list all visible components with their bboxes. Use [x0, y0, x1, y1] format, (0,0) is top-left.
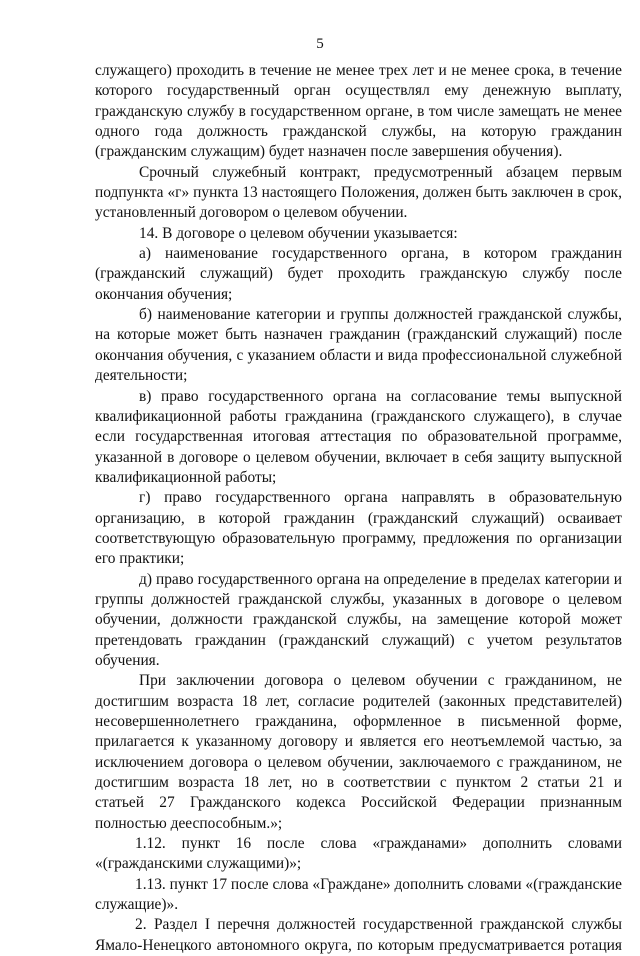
text-line: «(гражданскими служащими)»;	[95, 855, 302, 873]
text-line: достигшим возраста 18 лет, согласие родителей (законных представителей)	[95, 692, 622, 710]
text-line: (гражданский служащий) будет проходить гражданскую службу после	[95, 265, 622, 283]
text-line: окончания обучения, с указанием области и вида профессиональной служебной	[95, 346, 622, 364]
text-line: полностью дееспособным.»;	[95, 814, 283, 832]
text-line: квалификационной работы гражданина (гражданского служащего), в случае	[95, 407, 622, 425]
text-line: подпункта «г» пункта 13 настоящего Положения, должен быть заключен в срок,	[95, 184, 622, 202]
list-item-a: а) наименование государственного органа, в котором гражданин	[139, 245, 622, 263]
list-item-d: д) право государственного органа на определение в пределах категории и	[139, 570, 622, 588]
amendment-item-1-12: 1.12. пункт 16 после слова «гражданами» дополнить словами	[135, 835, 622, 853]
amendment-item-1-13: 1.13. пункт 17 после слова «Граждане» дополнить словами «(гражданские	[135, 875, 622, 893]
text-line: группы должностей гражданской службы, указанных в договоре о целевом	[95, 590, 622, 608]
text-line: исключением договора о целевом обучении, заключаемого с гражданином, не	[95, 753, 622, 771]
text-line: несовершеннолетнего гражданина, оформленное в письменной форме,	[95, 713, 622, 730]
text-line: на которые может быть назначен гражданин (гражданский служащий) после	[95, 326, 622, 344]
text-line: установленный договором о целевом обучении.	[95, 204, 408, 222]
list-item-g: г) право государственного органа направлять в образовательную	[139, 489, 622, 507]
text-line: служащего) проходить в течение не менее трех лет и не менее срока, в течение	[95, 62, 622, 79]
page-number: 5	[316, 36, 324, 52]
section-heading-14: 14. В договоре о целевом обучении указывается:	[139, 224, 458, 242]
document-body	[95, 61, 622, 956]
text-line: прилагается к указанному договору и является его неотъемлемой частью, за	[95, 733, 622, 751]
text-line: организацию, в которой гражданин (гражданский служащий) осваивает	[95, 509, 622, 527]
text-line: его практики;	[95, 550, 185, 568]
list-item-b: б) наименование категории и группы должностей гражданской службы,	[139, 306, 622, 324]
text-line: окончания обучения;	[95, 285, 233, 303]
text-line: статьей 27 Гражданского кодекса Российской Федерации признанным	[95, 794, 622, 812]
text-line: служащие)».	[95, 896, 179, 914]
paragraph-first-line: При заключении договора о целевом обучении с гражданином, не	[139, 672, 622, 690]
text-line: одного года должность гражданской службы, на которую гражданин	[95, 123, 622, 141]
text-line: деятельности;	[95, 367, 188, 385]
text-line: (гражданским служащим) будет назначен после завершения обучения).	[95, 143, 563, 161]
text-line: достигшим возраста 18 лет, но в соответствии с пунктом 2 статьи 21 и	[95, 774, 622, 792]
text-line: обучения.	[95, 651, 160, 669]
section-item-2: 2. Раздел I перечня должностей государственной гражданской службы	[135, 916, 622, 934]
paragraph-first-line: Срочный служебный контракт, предусмотренный абзацем первым	[139, 163, 622, 181]
text-line: если государственная итоговая аттестация по образовательной программе,	[95, 428, 622, 446]
text-line: гражданскую службу в государственном органе, в том числе замещать не менее	[95, 102, 622, 120]
list-item-v: в) право государственного органа на согласование темы выпускной	[139, 387, 622, 405]
text-line: обучении, должности гражданской службы, на замещение которой может	[95, 611, 622, 629]
text-line: Ямало-Ненецкого автономного округа, по которым предусматривается ротация	[95, 936, 622, 954]
text-line: указанной в договоре о целевом обучении, включает в себя защиту выпускной	[95, 448, 622, 466]
text-line: квалификационной работы;	[95, 468, 277, 486]
text-line: которого государственный орган осуществлял ему денежную выплату,	[95, 82, 622, 100]
text-line: соответствующую образовательную программу, предложения по организации	[95, 529, 622, 547]
text-line: претендовать гражданин (гражданский служащий) с учетом результатов	[95, 631, 622, 649]
